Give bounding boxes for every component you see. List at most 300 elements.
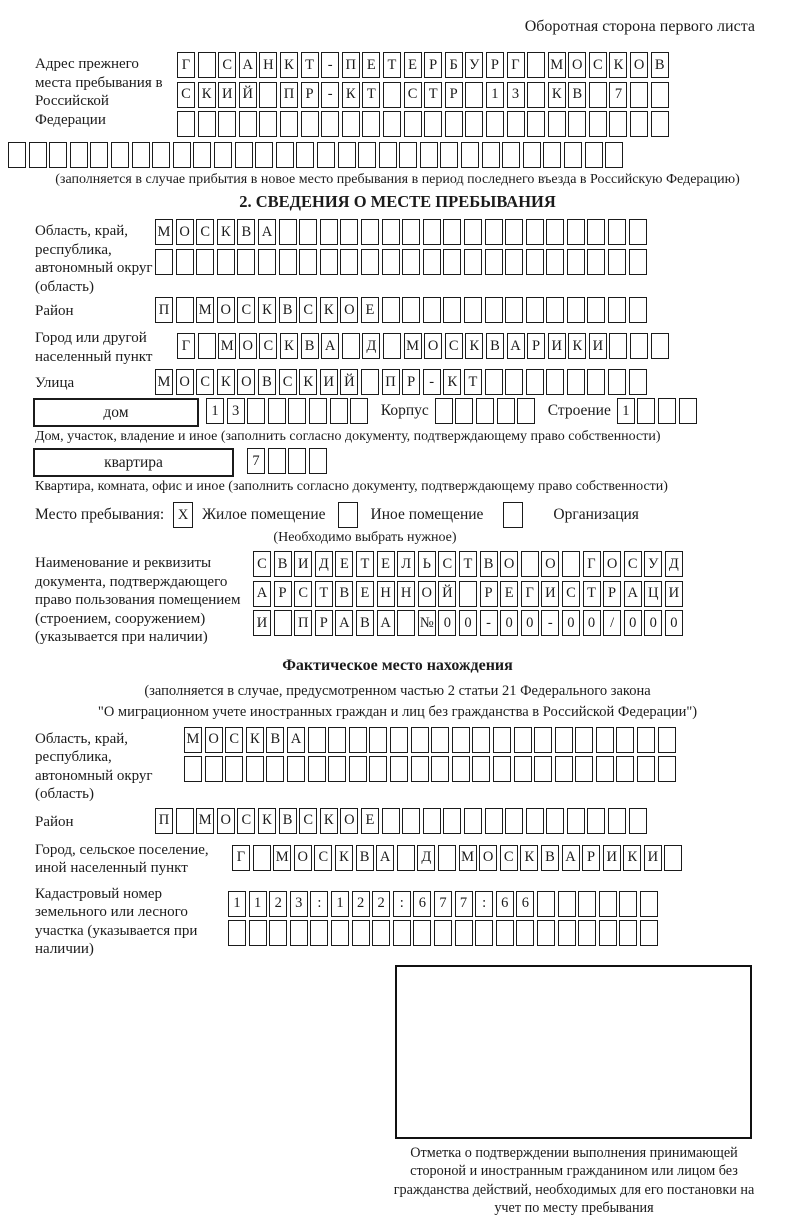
- char-cell[interactable]: [445, 111, 463, 137]
- fact-oblast-row-2[interactable]: [184, 756, 678, 782]
- char-cell[interactable]: 7: [434, 891, 452, 917]
- char-cell[interactable]: [455, 920, 473, 946]
- char-cell[interactable]: [575, 727, 593, 753]
- checkbox-zhiloe[interactable]: [173, 502, 193, 528]
- char-cell[interactable]: [382, 297, 400, 323]
- char-cell[interactable]: [349, 756, 367, 782]
- char-cell[interactable]: [399, 142, 417, 168]
- char-cell[interactable]: Е: [404, 52, 422, 78]
- char-cell[interactable]: [383, 333, 401, 359]
- char-cell[interactable]: 2: [372, 891, 390, 917]
- char-cell[interactable]: [619, 920, 637, 946]
- char-cell[interactable]: [397, 610, 415, 636]
- char-cell[interactable]: [443, 219, 461, 245]
- char-cell[interactable]: С: [624, 551, 642, 577]
- char-cell[interactable]: [526, 219, 544, 245]
- char-cell[interactable]: [485, 297, 503, 323]
- char-cell[interactable]: [596, 756, 614, 782]
- char-cell[interactable]: [361, 369, 379, 395]
- char-cell[interactable]: В: [237, 219, 255, 245]
- char-cell[interactable]: [358, 142, 376, 168]
- char-cell[interactable]: [225, 756, 243, 782]
- char-cell[interactable]: М: [184, 727, 202, 753]
- char-cell[interactable]: [268, 448, 286, 474]
- char-cell[interactable]: [587, 369, 605, 395]
- char-cell[interactable]: [527, 52, 545, 78]
- char-cell[interactable]: [629, 219, 647, 245]
- char-cell[interactable]: Д: [417, 845, 435, 871]
- char-cell[interactable]: [555, 756, 573, 782]
- char-cell[interactable]: Д: [362, 333, 380, 359]
- char-cell[interactable]: [464, 249, 482, 275]
- char-cell[interactable]: Т: [383, 52, 401, 78]
- char-cell[interactable]: С: [589, 52, 607, 78]
- char-cell[interactable]: В: [356, 610, 374, 636]
- char-cell[interactable]: Р: [480, 581, 498, 607]
- char-cell[interactable]: 1: [331, 891, 349, 917]
- char-cell[interactable]: О: [568, 52, 586, 78]
- char-cell[interactable]: [599, 891, 617, 917]
- char-cell[interactable]: [455, 398, 473, 424]
- char-cell[interactable]: Е: [356, 581, 374, 607]
- char-cell[interactable]: С: [299, 808, 317, 834]
- char-cell[interactable]: [258, 249, 276, 275]
- checkbox-inoe[interactable]: [338, 502, 358, 528]
- char-cell[interactable]: П: [382, 369, 400, 395]
- char-cell[interactable]: С: [259, 333, 277, 359]
- char-cell[interactable]: М: [196, 297, 214, 323]
- char-cell[interactable]: [247, 398, 265, 424]
- char-cell[interactable]: [526, 249, 544, 275]
- char-cell[interactable]: К: [246, 727, 264, 753]
- korpus-cells[interactable]: [435, 398, 538, 424]
- char-cell[interactable]: Н: [377, 581, 395, 607]
- char-cell[interactable]: [362, 111, 380, 137]
- char-cell[interactable]: [459, 581, 477, 607]
- char-cell[interactable]: 0: [500, 610, 518, 636]
- char-cell[interactable]: [608, 219, 626, 245]
- char-cell[interactable]: [340, 249, 358, 275]
- char-cell[interactable]: Г: [521, 581, 539, 607]
- char-cell[interactable]: [578, 891, 596, 917]
- char-cell[interactable]: -: [541, 610, 559, 636]
- char-cell[interactable]: А: [377, 610, 395, 636]
- char-cell[interactable]: [496, 920, 514, 946]
- char-cell[interactable]: [361, 219, 379, 245]
- char-cell[interactable]: [608, 249, 626, 275]
- char-cell[interactable]: [184, 756, 202, 782]
- char-cell[interactable]: 2: [352, 891, 370, 917]
- char-cell[interactable]: [369, 756, 387, 782]
- char-cell[interactable]: [383, 111, 401, 137]
- char-cell[interactable]: [640, 920, 658, 946]
- char-cell[interactable]: [8, 142, 26, 168]
- char-cell[interactable]: [274, 610, 292, 636]
- char-cell[interactable]: [485, 808, 503, 834]
- char-cell[interactable]: 3: [290, 891, 308, 917]
- char-cell[interactable]: И: [603, 845, 621, 871]
- char-cell[interactable]: [475, 920, 493, 946]
- char-cell[interactable]: [517, 398, 535, 424]
- stroenie-cells[interactable]: [617, 398, 699, 424]
- char-cell[interactable]: Е: [500, 581, 518, 607]
- char-cell[interactable]: [472, 756, 490, 782]
- char-cell[interactable]: [472, 727, 490, 753]
- char-cell[interactable]: [320, 249, 338, 275]
- char-cell[interactable]: К: [280, 333, 298, 359]
- char-cell[interactable]: [651, 82, 669, 108]
- char-cell[interactable]: В: [266, 727, 284, 753]
- char-cell[interactable]: [235, 142, 253, 168]
- char-cell[interactable]: [176, 249, 194, 275]
- char-cell[interactable]: [567, 808, 585, 834]
- char-cell[interactable]: 0: [665, 610, 683, 636]
- char-cell[interactable]: [198, 111, 216, 137]
- char-cell[interactable]: [616, 756, 634, 782]
- s2-oblast-row-1[interactable]: [155, 219, 649, 245]
- char-cell[interactable]: [49, 142, 67, 168]
- char-cell[interactable]: О: [500, 551, 518, 577]
- char-cell[interactable]: Ь: [418, 551, 436, 577]
- char-cell[interactable]: [440, 142, 458, 168]
- char-cell[interactable]: [309, 448, 327, 474]
- char-cell[interactable]: В: [335, 581, 353, 607]
- char-cell[interactable]: [288, 448, 306, 474]
- char-cell[interactable]: [505, 369, 523, 395]
- char-cell[interactable]: [486, 111, 504, 137]
- doc-row-2[interactable]: [253, 581, 685, 607]
- char-cell[interactable]: [402, 297, 420, 323]
- char-cell[interactable]: 0: [624, 610, 642, 636]
- char-cell[interactable]: [562, 551, 580, 577]
- char-cell[interactable]: [567, 297, 585, 323]
- char-cell[interactable]: [299, 249, 317, 275]
- char-cell[interactable]: [132, 142, 150, 168]
- char-cell[interactable]: О: [237, 369, 255, 395]
- char-cell[interactable]: К: [342, 82, 360, 108]
- char-cell[interactable]: 1: [228, 891, 246, 917]
- char-cell[interactable]: И: [253, 610, 271, 636]
- char-cell[interactable]: [280, 111, 298, 137]
- char-cell[interactable]: [526, 369, 544, 395]
- char-cell[interactable]: С: [237, 297, 255, 323]
- char-cell[interactable]: К: [198, 82, 216, 108]
- char-cell[interactable]: О: [239, 333, 257, 359]
- char-cell[interactable]: Е: [361, 808, 379, 834]
- char-cell[interactable]: 1: [249, 891, 267, 917]
- char-cell[interactable]: С: [500, 845, 518, 871]
- char-cell[interactable]: Р: [445, 82, 463, 108]
- s2-ulitsa-row[interactable]: [155, 369, 649, 395]
- prev-address-row-2[interactable]: [177, 82, 671, 108]
- char-cell[interactable]: Т: [362, 82, 380, 108]
- char-cell[interactable]: [317, 142, 335, 168]
- char-cell[interactable]: И: [548, 333, 566, 359]
- char-cell[interactable]: 0: [459, 610, 477, 636]
- char-cell[interactable]: [29, 142, 47, 168]
- char-cell[interactable]: [176, 808, 194, 834]
- char-cell[interactable]: [664, 845, 682, 871]
- char-cell[interactable]: [308, 756, 326, 782]
- char-cell[interactable]: [259, 111, 277, 137]
- checkbox-org[interactable]: [503, 502, 523, 528]
- char-cell[interactable]: 7: [247, 448, 265, 474]
- char-cell[interactable]: О: [294, 845, 312, 871]
- char-cell[interactable]: С: [279, 369, 297, 395]
- char-cell[interactable]: [328, 756, 346, 782]
- char-cell[interactable]: [320, 219, 338, 245]
- char-cell[interactable]: [431, 727, 449, 753]
- char-cell[interactable]: [411, 756, 429, 782]
- char-cell[interactable]: Т: [301, 52, 319, 78]
- char-cell[interactable]: [507, 111, 525, 137]
- char-cell[interactable]: [514, 756, 532, 782]
- char-cell[interactable]: [534, 727, 552, 753]
- char-cell[interactable]: [246, 756, 264, 782]
- prev-address-row-3[interactable]: [177, 111, 671, 137]
- char-cell[interactable]: [290, 920, 308, 946]
- char-cell[interactable]: [637, 398, 655, 424]
- char-cell[interactable]: [567, 369, 585, 395]
- char-cell[interactable]: 7: [609, 82, 627, 108]
- char-cell[interactable]: В: [356, 845, 374, 871]
- char-cell[interactable]: С: [177, 82, 195, 108]
- char-cell[interactable]: [564, 142, 582, 168]
- char-cell[interactable]: [452, 727, 470, 753]
- char-cell[interactable]: :: [310, 891, 328, 917]
- kadastr-row-1[interactable]: [228, 891, 660, 917]
- char-cell[interactable]: Т: [459, 551, 477, 577]
- char-cell[interactable]: [155, 249, 173, 275]
- char-cell[interactable]: [393, 920, 411, 946]
- char-cell[interactable]: [523, 142, 541, 168]
- char-cell[interactable]: С: [237, 808, 255, 834]
- char-cell[interactable]: [637, 727, 655, 753]
- char-cell[interactable]: [331, 920, 349, 946]
- fact-oblast-row-1[interactable]: [184, 727, 678, 753]
- char-cell[interactable]: О: [630, 52, 648, 78]
- char-cell[interactable]: С: [196, 219, 214, 245]
- char-cell[interactable]: [434, 920, 452, 946]
- char-cell[interactable]: О: [424, 333, 442, 359]
- char-cell[interactable]: [658, 727, 676, 753]
- char-cell[interactable]: 0: [562, 610, 580, 636]
- char-cell[interactable]: К: [465, 333, 483, 359]
- char-cell[interactable]: [567, 219, 585, 245]
- char-cell[interactable]: [464, 219, 482, 245]
- char-cell[interactable]: [493, 727, 511, 753]
- char-cell[interactable]: [546, 219, 564, 245]
- char-cell[interactable]: [589, 111, 607, 137]
- char-cell[interactable]: М: [155, 219, 173, 245]
- fact-raion-row[interactable]: [155, 808, 649, 834]
- char-cell[interactable]: [420, 142, 438, 168]
- char-cell[interactable]: [485, 369, 503, 395]
- char-cell[interactable]: [587, 297, 605, 323]
- char-cell[interactable]: [651, 333, 669, 359]
- char-cell[interactable]: 2: [269, 891, 287, 917]
- char-cell[interactable]: [383, 82, 401, 108]
- char-cell[interactable]: [413, 920, 431, 946]
- s2-oblast-row-2[interactable]: [155, 249, 649, 275]
- char-cell[interactable]: В: [651, 52, 669, 78]
- char-cell[interactable]: 1: [206, 398, 224, 424]
- char-cell[interactable]: Р: [274, 581, 292, 607]
- char-cell[interactable]: [369, 727, 387, 753]
- char-cell[interactable]: [543, 142, 561, 168]
- char-cell[interactable]: [279, 219, 297, 245]
- char-cell[interactable]: [266, 756, 284, 782]
- char-cell[interactable]: 3: [227, 398, 245, 424]
- char-cell[interactable]: [568, 111, 586, 137]
- char-cell[interactable]: [431, 756, 449, 782]
- char-cell[interactable]: [382, 808, 400, 834]
- char-cell[interactable]: Й: [340, 369, 358, 395]
- char-cell[interactable]: [640, 891, 658, 917]
- char-cell[interactable]: К: [217, 219, 235, 245]
- char-cell[interactable]: :: [475, 891, 493, 917]
- char-cell[interactable]: И: [294, 551, 312, 577]
- char-cell[interactable]: [546, 249, 564, 275]
- char-cell[interactable]: Р: [486, 52, 504, 78]
- char-cell[interactable]: [214, 142, 232, 168]
- char-cell[interactable]: [423, 808, 441, 834]
- char-cell[interactable]: [193, 142, 211, 168]
- char-cell[interactable]: [443, 249, 461, 275]
- char-cell[interactable]: М: [155, 369, 173, 395]
- char-cell[interactable]: Е: [335, 551, 353, 577]
- char-cell[interactable]: О: [340, 808, 358, 834]
- char-cell[interactable]: [338, 142, 356, 168]
- doc-row-1[interactable]: [253, 551, 685, 577]
- char-cell[interactable]: М: [273, 845, 291, 871]
- char-cell[interactable]: К: [548, 82, 566, 108]
- char-cell[interactable]: К: [609, 52, 627, 78]
- char-cell[interactable]: И: [589, 333, 607, 359]
- char-cell[interactable]: [558, 920, 576, 946]
- char-cell[interactable]: П: [280, 82, 298, 108]
- char-cell[interactable]: [546, 297, 564, 323]
- char-cell[interactable]: 0: [644, 610, 662, 636]
- char-cell[interactable]: [527, 111, 545, 137]
- char-cell[interactable]: О: [418, 581, 436, 607]
- char-cell[interactable]: [503, 502, 523, 528]
- char-cell[interactable]: В: [258, 369, 276, 395]
- char-cell[interactable]: [352, 920, 370, 946]
- char-cell[interactable]: А: [335, 610, 353, 636]
- char-cell[interactable]: Н: [397, 581, 415, 607]
- char-cell[interactable]: [658, 756, 676, 782]
- char-cell[interactable]: [464, 808, 482, 834]
- s2-raion-row[interactable]: [155, 297, 649, 323]
- char-cell[interactable]: К: [335, 845, 353, 871]
- char-cell[interactable]: Р: [315, 610, 333, 636]
- char-cell[interactable]: [382, 219, 400, 245]
- char-cell[interactable]: Д: [315, 551, 333, 577]
- char-cell[interactable]: 6: [516, 891, 534, 917]
- char-cell[interactable]: А: [507, 333, 525, 359]
- char-cell[interactable]: Ц: [644, 581, 662, 607]
- char-cell[interactable]: [196, 249, 214, 275]
- char-cell[interactable]: [205, 756, 223, 782]
- char-cell[interactable]: [587, 219, 605, 245]
- kvartira-cells[interactable]: [247, 448, 329, 474]
- char-cell[interactable]: [608, 808, 626, 834]
- char-cell[interactable]: С: [314, 845, 332, 871]
- char-cell[interactable]: [438, 845, 456, 871]
- char-cell[interactable]: И: [665, 581, 683, 607]
- prev-address-row-1[interactable]: [177, 52, 671, 78]
- char-cell[interactable]: А: [258, 219, 276, 245]
- char-cell[interactable]: 0: [583, 610, 601, 636]
- char-cell[interactable]: К: [623, 845, 641, 871]
- char-cell[interactable]: К: [217, 369, 235, 395]
- char-cell[interactable]: [310, 920, 328, 946]
- char-cell[interactable]: [587, 808, 605, 834]
- char-cell[interactable]: [575, 756, 593, 782]
- char-cell[interactable]: [546, 369, 564, 395]
- char-cell[interactable]: С: [225, 727, 243, 753]
- char-cell[interactable]: [423, 219, 441, 245]
- char-cell[interactable]: М: [459, 845, 477, 871]
- char-cell[interactable]: М: [404, 333, 422, 359]
- char-cell[interactable]: [382, 249, 400, 275]
- char-cell[interactable]: 7: [455, 891, 473, 917]
- char-cell[interactable]: Е: [377, 551, 395, 577]
- char-cell[interactable]: [567, 249, 585, 275]
- char-cell[interactable]: [423, 297, 441, 323]
- char-cell[interactable]: [402, 249, 420, 275]
- char-cell[interactable]: [629, 249, 647, 275]
- char-cell[interactable]: В: [541, 845, 559, 871]
- char-cell[interactable]: С: [404, 82, 422, 108]
- char-cell[interactable]: С: [445, 333, 463, 359]
- char-cell[interactable]: К: [299, 369, 317, 395]
- char-cell[interactable]: Е: [361, 297, 379, 323]
- char-cell[interactable]: [269, 920, 287, 946]
- char-cell[interactable]: [404, 111, 422, 137]
- char-cell[interactable]: Р: [402, 369, 420, 395]
- char-cell[interactable]: [70, 142, 88, 168]
- char-cell[interactable]: [237, 249, 255, 275]
- char-cell[interactable]: [340, 219, 358, 245]
- char-cell[interactable]: /: [603, 610, 621, 636]
- char-cell[interactable]: К: [280, 52, 298, 78]
- char-cell[interactable]: [585, 142, 603, 168]
- char-cell[interactable]: Г: [177, 333, 195, 359]
- char-cell[interactable]: О: [205, 727, 223, 753]
- char-cell[interactable]: М: [218, 333, 236, 359]
- char-cell[interactable]: [526, 297, 544, 323]
- char-cell[interactable]: И: [541, 581, 559, 607]
- char-cell[interactable]: [514, 727, 532, 753]
- char-cell[interactable]: 1: [617, 398, 635, 424]
- char-cell[interactable]: К: [520, 845, 538, 871]
- char-cell[interactable]: [505, 249, 523, 275]
- char-cell[interactable]: Р: [301, 82, 319, 108]
- char-cell[interactable]: [516, 920, 534, 946]
- char-cell[interactable]: 6: [496, 891, 514, 917]
- char-cell[interactable]: О: [541, 551, 559, 577]
- char-cell[interactable]: [402, 219, 420, 245]
- char-cell[interactable]: №: [418, 610, 436, 636]
- prev-address-row-4[interactable]: [8, 142, 800, 168]
- char-cell[interactable]: Г: [177, 52, 195, 78]
- char-cell[interactable]: [609, 333, 627, 359]
- char-cell[interactable]: [411, 727, 429, 753]
- char-cell[interactable]: [658, 398, 676, 424]
- char-cell[interactable]: [548, 111, 566, 137]
